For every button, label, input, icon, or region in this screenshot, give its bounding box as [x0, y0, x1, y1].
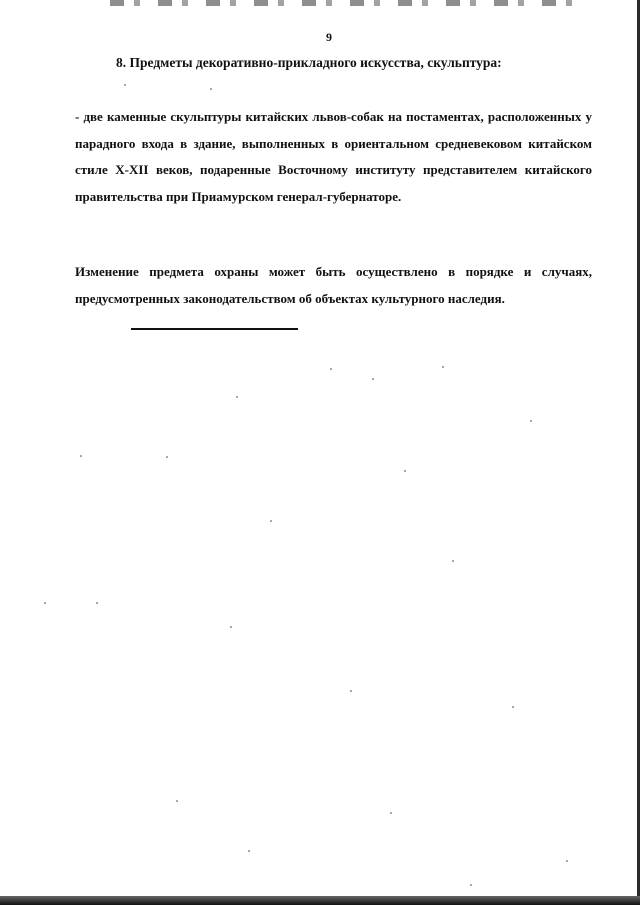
separator-line [131, 328, 298, 330]
scan-artifact-top [110, 0, 580, 6]
page-number: 9 [326, 30, 332, 44]
scan-artifact-bottom [0, 896, 640, 905]
paragraph-sculptures: - две каменные скульптуры китайских львов-собак на постаментах, расположенных у парадного входа в здание, выполненных в ориентальном средневековом китайском стиле X-XII веков, подаренные Восточному институту представителем китайского правительства при Приамурском генерал-губернаторе. [75, 109, 592, 204]
section-heading: 8. Предметы декоративно-прикладного искусства, скульптура: [116, 55, 502, 70]
paragraph-protection-change: Изменение предмета охраны может быть осуществлено в порядке и случаях, предусмотренных законодательством об объектах культурного наследия. [75, 264, 592, 306]
